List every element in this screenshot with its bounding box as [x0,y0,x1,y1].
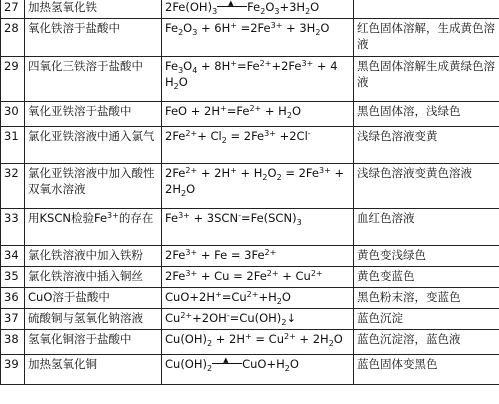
reaction-name: 用KSCN检验$Fe^{3+}$的存在 [25,209,162,246]
row-number: 37 [1,309,25,330]
table-row [1,267,499,288]
table-row [1,355,499,385]
reaction-equation: $Cu(OH)_2 + 2H^+ = Cu^{2+} + 2H_2O$ [162,330,354,355]
table-row [1,209,499,246]
row-number: 35 [1,267,25,288]
row-number: 39 [1,355,25,385]
row-number: 29 [1,57,25,102]
reaction-equation: $2Fe^{3+} + Fe = 3Fe^{2+}$ [162,246,354,267]
row-number: 32 [1,164,25,209]
reaction-name: 加热氢氧化铜 [25,355,162,385]
reaction-name: 氯化亚铁溶液中加入酸性双氧水溶液 [25,164,162,209]
heating-arrow-icon [217,0,247,10]
reaction-equation: $2Fe(OH)_3▲$ $Fe_2O_3+3H_2O$ [162,0,354,19]
reaction-name: 氧化亚铁溶于盐酸中 [25,102,162,127]
table-row [1,102,499,127]
reaction-name: 氧化铁溶于盐酸中 [25,19,162,57]
reaction-equation: $Fe^{3+} + 3SCN^-=Fe(SCN)_3$ [162,209,354,246]
reaction-equation: $Fe_2O_3 + 6H^+ =2Fe^{3+} + 3H_2O$ [162,19,354,57]
phenomenon [354,0,499,19]
phenomenon: 黄色变浅绿色 [354,246,499,267]
reaction-equation: $Fe_3O_4 + 8H^+=Fe^{2+}+2Fe^{3+} + 4$ $H_2O$ [162,57,354,102]
table-row [1,330,499,355]
table-row [1,309,499,330]
phenomenon: 红色固体溶解，生成黄色溶液 [354,19,499,57]
phenomenon: 浅绿色溶液变黄色溶液 [354,164,499,209]
reaction-name: 氯化铁溶液中插入铜丝 [25,267,162,288]
phenomenon: 黑色固体溶，浅绿色 [354,102,499,127]
reaction-equation: $2Fe^{3+} + Cu = 2Fe^{2+} + Cu^{2+}$ [162,267,354,288]
row-number: 31 [1,127,25,164]
row-number: 38 [1,330,25,355]
heating-arrow-icon [212,357,242,367]
reaction-equation: $Cu(OH)_2▲$ $CuO+H_2O$ [162,355,354,385]
table-row [1,57,499,102]
row-number: 33 [1,209,25,246]
phenomenon: 蓝色固体变黑色 [354,355,499,385]
row-number: 34 [1,246,25,267]
reaction-name: 加热氢氧化铁 [25,0,162,19]
phenomenon: 蓝色沉淀 [354,309,499,330]
row-number: 28 [1,19,25,57]
phenomenon: 黑色固体溶解生成黄绿色溶液 [354,57,499,102]
reaction-equation: FeO + $2H^+=Fe^{2+} + H_2O$ [162,102,354,127]
table-row [1,0,499,19]
table-row [1,288,499,309]
reaction-name: 四氧化三铁溶于盐酸中 [25,57,162,102]
table-row [1,19,499,57]
row-number: 27 [1,0,25,19]
table-row [1,164,499,209]
table-row [1,127,499,164]
table-row [1,246,499,267]
reaction-equation: $CuO+2H^+=Cu^{2+}+H_2O$ [162,288,354,309]
phenomenon: 黄色变蓝色 [354,267,499,288]
reaction-name: 氯化铁溶液中加入铁粉 [25,246,162,267]
reaction-name: 氢氧化铜溶于盐酸中 [25,330,162,355]
phenomenon: 浅绿色溶液变黄 [354,127,499,164]
phenomenon: 蓝色沉淀溶，蓝色液 [354,330,499,355]
reaction-name: CuO溶于盐酸中 [25,288,162,309]
row-number: 30 [1,102,25,127]
reaction-equation: $2Fe^{2+} + 2H^+ + H_2O_2 = 2Fe^{3+} + 2H_2O$ [162,164,354,209]
phenomenon: 血红色溶液 [354,209,499,246]
reaction-equation: $Cu^{2+}+2OH^-=Cu(OH)_2↓$ [162,309,354,330]
phenomenon: 黑色粉末溶，变蓝色 [354,288,499,309]
row-number: 36 [1,288,25,309]
reaction-name: 硫酸铜与氢氧化钠溶液 [25,309,162,330]
reaction-name: 氯化亚铁溶液中通入氯气 [25,127,162,164]
reaction-equation: $2Fe^{2+}+ Cl_2 = 2Fe^{3+} +2Cl^-$ [162,127,354,164]
